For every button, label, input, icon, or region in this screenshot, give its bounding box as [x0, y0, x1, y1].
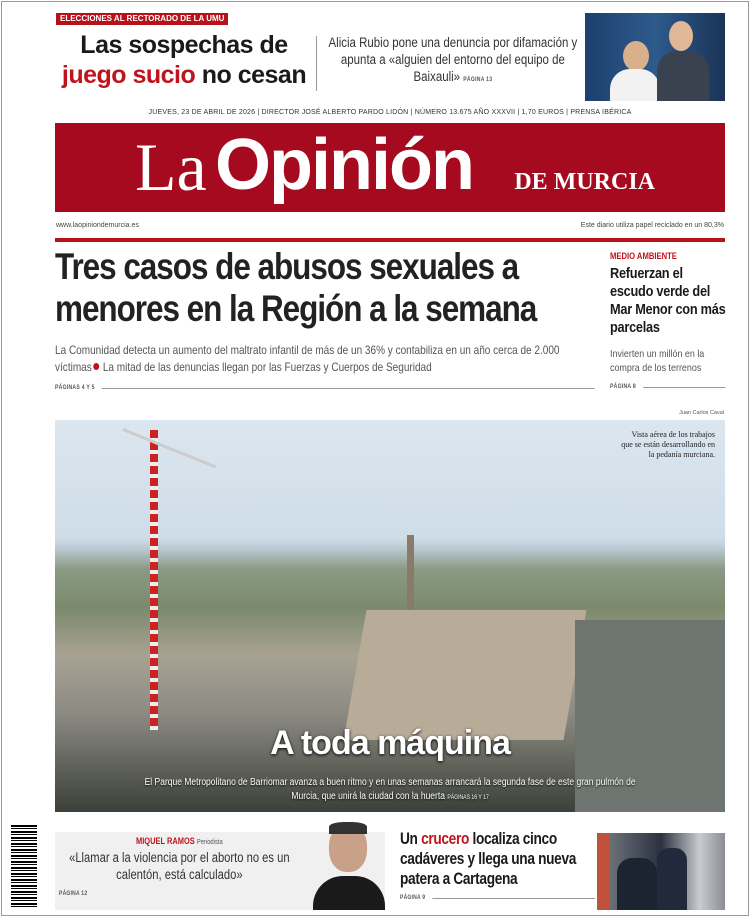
corner-caption: Vista aérea de los trabajos que se están desarrollando en la pedanía murciana.: [621, 430, 715, 459]
divider: [316, 36, 317, 91]
bullet-icon: [93, 363, 99, 370]
lead-headline[interactable]: Tres casos de abusos sexuales a menores en la Región a la semana: [55, 246, 537, 329]
sidebar-summary: Invierten un millón en la compra de los terrenos: [610, 348, 705, 374]
bottom-story-page: PÁGINA 9: [400, 895, 426, 901]
sidebar-page: PÁGINA 8: [610, 384, 636, 390]
main-photo[interactable]: [55, 420, 725, 812]
lead-page: PÁGINAS 4 Y 5: [55, 385, 95, 391]
crane: [150, 430, 158, 730]
website-link[interactable]: www.laopiniondemurcia.es: [56, 222, 139, 229]
edition-info: JUEVES, 23 DE ABRIL DE 2026 | DIRECTOR JOSÉ ALBERTO PARDO LIDÓN | NÚMERO 13.675 AÑO XXXVII | 1,70 EUROS | PRENSA IBÉRICA: [148, 109, 632, 116]
chimney: [407, 535, 414, 620]
top-story-tag: ELECCIONES AL RECTORADO DE LA UMU: [56, 13, 228, 25]
bottom-story-photo: [597, 833, 725, 910]
barcode: [11, 825, 37, 907]
bottom-story-headline[interactable]: Un crucero localiza cinco cadáveres y llega una nueva patera a Cartagena: [400, 830, 577, 888]
top-story-headline[interactable]: Las sospechas de juego sucio no cesan: [61, 31, 307, 89]
opinion-author: MIQUEL RAMOS: [135, 836, 195, 846]
divider: [101, 388, 594, 389]
photo-caption: El Parque Metropolitano de Barriomar avanza a buen ritmo y en unas semanas arrancará la segunda fase de este gran pulmón de Murcia, que unirá la ciudad con la huerta PÁGINAS 16 Y 17: [144, 777, 636, 802]
divider: [643, 387, 726, 388]
opinion-quote: «Llamar a la violencia por el aborto no es un calentón, está calculado»: [69, 850, 290, 882]
sidebar-section: MEDIO AMBIENTE: [610, 251, 677, 261]
top-story-photo: [585, 13, 725, 101]
bottom-story[interactable]: [400, 829, 595, 901]
sidebar-headline[interactable]: Refuerzan el escudo verde del Mar Menor con más parcelas: [610, 265, 726, 336]
top-story-summary: Alicia Rubio pone una denuncia por difamación y apunta a «alguien del entorno del equipo de Baixauli» PÁGINA 13: [328, 35, 578, 84]
divider: [432, 898, 595, 899]
sidebar-story[interactable]: [610, 251, 726, 390]
lead-story[interactable]: [55, 246, 595, 391]
photo-credit: Juan Carlos Caval: [679, 410, 724, 416]
lead-subheading: La Comunidad detecta un aumento del maltrato infantil de más de un 36% y contabiliza en un año cerca de 2.000 víctimas La mitad de las denuncias llegan por las Fuerzas y Cuerpos de Seguridad: [55, 343, 560, 374]
author-photo: [313, 820, 385, 910]
recycled-note: Este diario utiliza papel reciclado en un 80,3%: [580, 222, 724, 229]
opinion-page: PÁGINA 12: [59, 891, 88, 897]
masthead-logo[interactable]: La Opinión DE MURCIA: [55, 123, 725, 212]
red-rule: [55, 238, 725, 242]
photo-headline: A toda máquina: [270, 724, 510, 762]
opinion-box[interactable]: MIQUEL RAMOS Periodista «Llamar a la violencia por el aborto no es un calentón, está calculado» PÁGINA 12: [55, 832, 385, 910]
